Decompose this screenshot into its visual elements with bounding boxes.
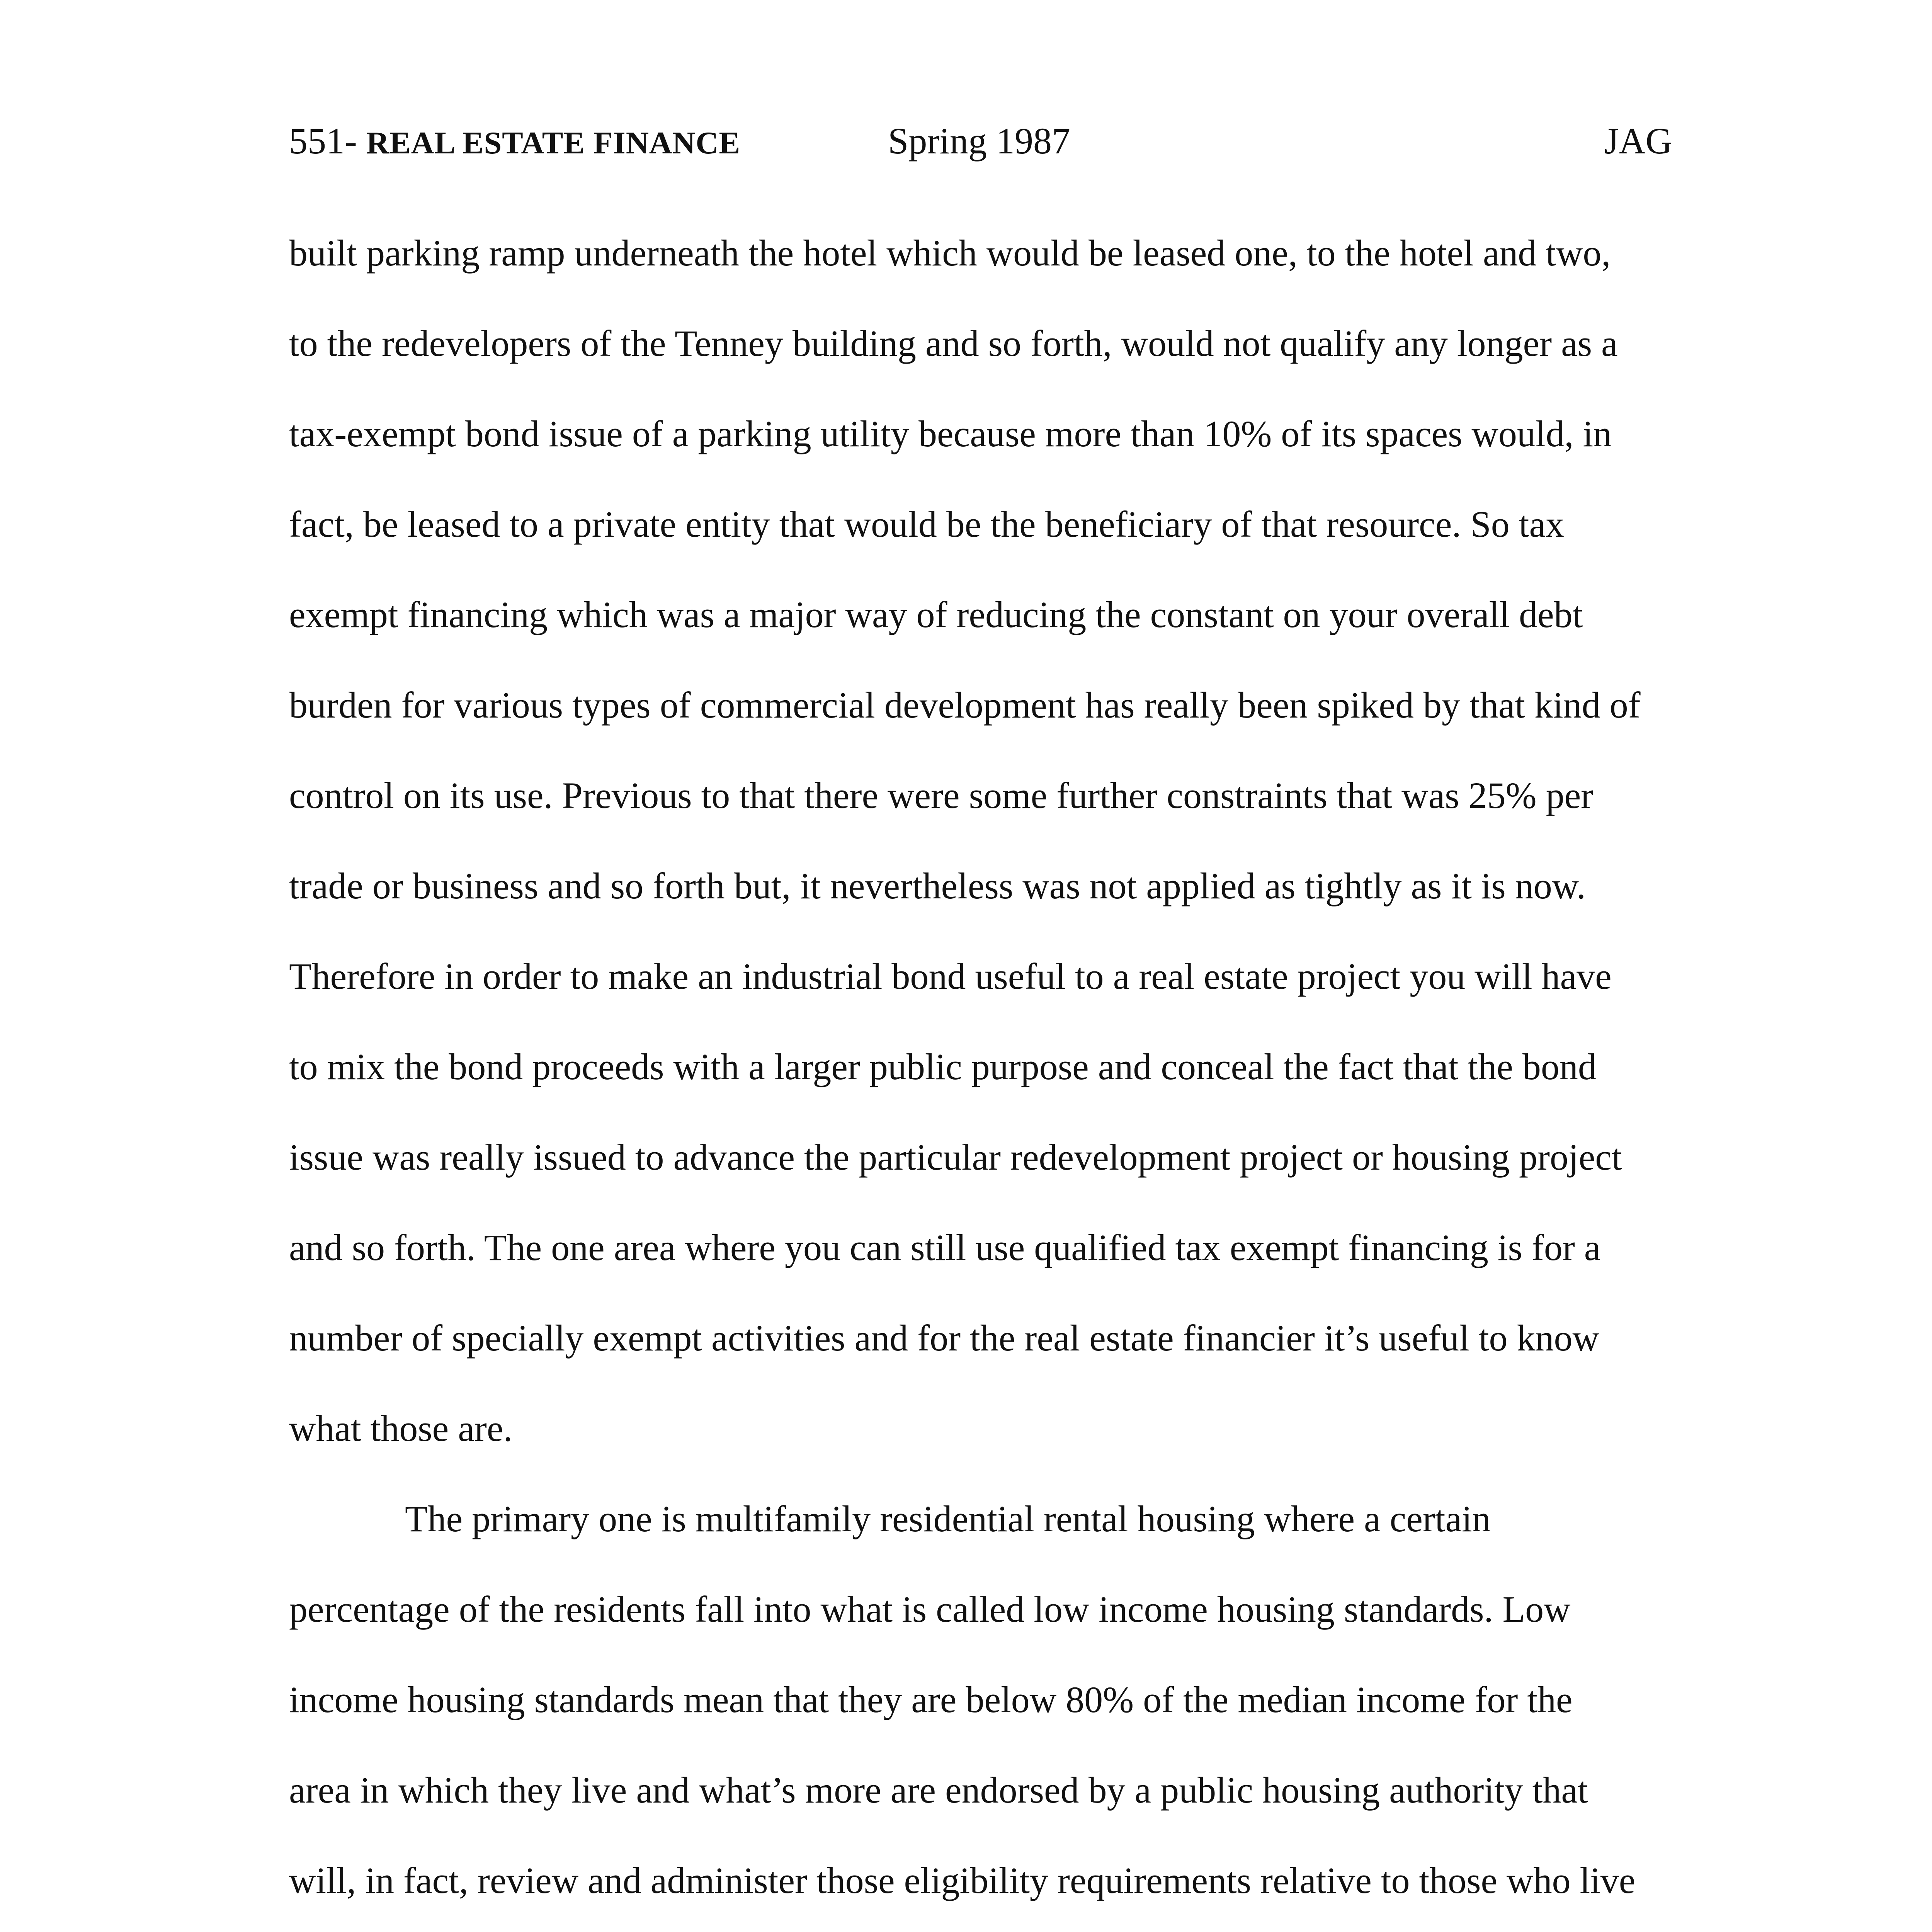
body-text xyxy=(289,228,1672,1932)
course-code xyxy=(289,116,740,168)
text-line: trade or business and so forth but, it nevertheless was not applied as tightly as it is now. xyxy=(289,865,1586,906)
course-title: REAL ESTATE FINANCE xyxy=(366,125,741,160)
text-line: built parking ramp underneath the hotel which would be leased one, to the hotel and two, xyxy=(289,232,1611,274)
text-line: control on its use. Previous to that there were some further constraints that was 25% per xyxy=(289,775,1594,816)
term-label: Spring 1987 xyxy=(888,120,1071,162)
text-line: exempt financing which was a major way of reducing the constant on your overall debt xyxy=(289,594,1583,635)
text-line: percentage of the residents fall into what is called low income housing standards. Low xyxy=(289,1588,1571,1630)
author-initials: JAG xyxy=(1604,120,1672,162)
text-line: will, in fact, review and administer those eligibility requirements relative to those who live xyxy=(289,1860,1636,1901)
text-line: burden for various types of commercial development has really been spiked by that kind of xyxy=(289,684,1641,726)
text-line: number of specially exempt activities and for the real estate financier it’s useful to know xyxy=(289,1317,1599,1359)
text-line: area in which they live and what’s more are endorsed by a public housing authority that xyxy=(289,1769,1588,1811)
text-line: to the redevelopers of the Tenney building and so forth, would not qualify any longer as a xyxy=(289,323,1618,364)
text-line: what those are. xyxy=(289,1408,513,1449)
text-line: Therefore in order to make an industrial bond useful to a real estate project you will have xyxy=(289,956,1612,997)
paragraph-start-line: The primary one is multifamily residential rental housing where a certain xyxy=(405,1498,1491,1539)
text-line: and so forth. The one area where you can still use qualified tax exempt financing is for a xyxy=(289,1227,1601,1268)
text-line: fact, be leased to a private entity that would be the beneficiary of that resource. So tax xyxy=(289,503,1565,545)
text-line: tax-exempt bond issue of a parking utility because more than 10% of its spaces would, in xyxy=(289,413,1612,454)
text-line: income housing standards mean that they are below 80% of the median income for the xyxy=(289,1679,1573,1720)
text-line: to mix the bond proceeds with a larger public purpose and conceal the fact that the bond xyxy=(289,1046,1597,1087)
text-line: issue was really issued to advance the particular redevelopment project or housing project xyxy=(289,1136,1622,1178)
page-header xyxy=(289,116,1672,166)
course-number: 551- xyxy=(289,120,357,162)
